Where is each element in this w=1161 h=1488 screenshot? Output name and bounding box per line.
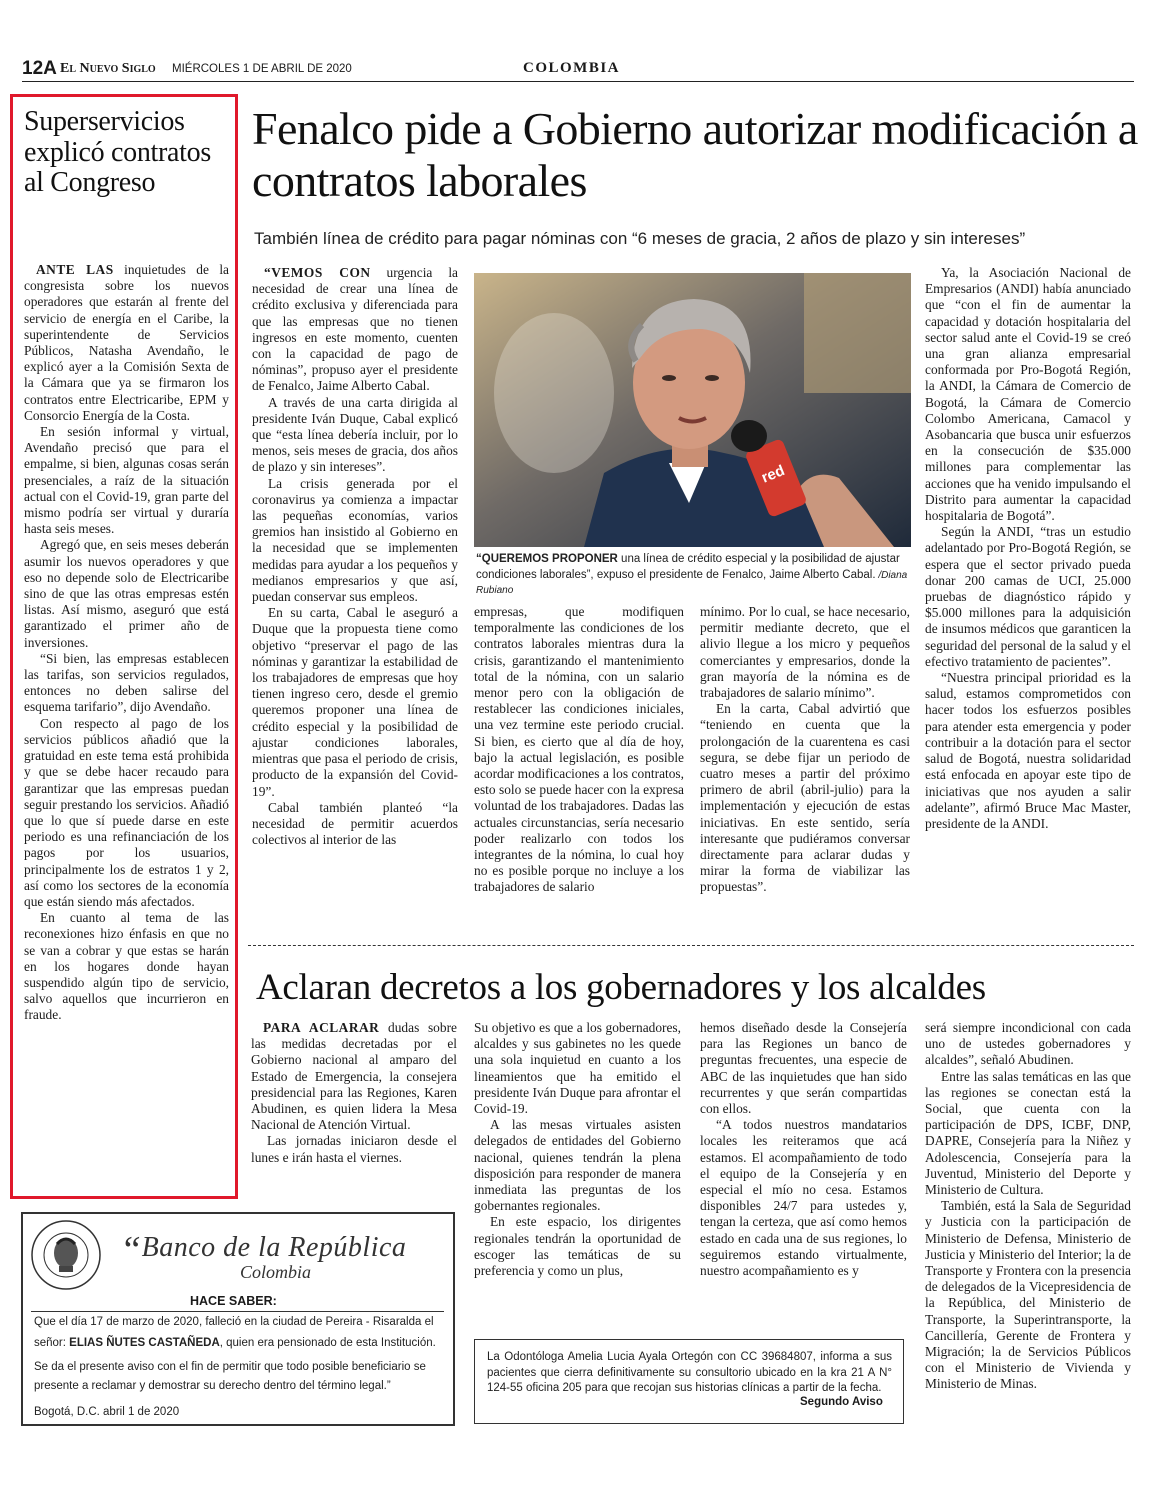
main-headline: Fenalco pide a Gobierno autorizar modificación a contratos laborales (252, 103, 1138, 206)
bank-line-3: Se da el presente aviso con el fin de permitir que todo posible beneficiario se (34, 1361, 426, 1373)
second-paragraph: “A todos nuestros mandatarios locales les reiteramos que acá estamos. El acompañamiento de todo el equipo de la Consejería y en especial el mío no cesa. Estamos disponibles 24/7 para ustedes y, tengan la certeza, que así como hemos estado en cada una de sus regiones, lo seguiremos estando virtualmente, nuestro acompañamiento es y (700, 1117, 907, 1279)
second-paragraph: En este espacio, los dirigentes regionales tendrán la oportunidad de escoger las temáticas de su preferencia y como un plus, (474, 1214, 681, 1279)
bank-line-2-suffix: , quien era pensionado de esta Institución. (219, 1337, 436, 1349)
main-paragraph: “Nuestra principal prioridad es la salud, estamos comprometidos con hacer todos los esfuerzos posibles para atender esta emergencia y poder contribuir a la dotación para el sector salud de Bogotá, nuestra solidaridad está enfocada en apoyar este tipo de iniciativas que nos ayuden a salir adelante”, afirmó Bruce Mac Master, presidente de la ANDI. (925, 670, 1131, 831)
main-column-4 (925, 265, 1131, 832)
second-paragraph: También, está la Sala de Seguridad y Justicia con la participación de Ministerio de Defensa, Ministerio de Justicia y Ministerio del Interior; la de Transporte y Frontera con la presencia de delegados de la Vicepresidencia de la República, del Ministerio de Transporte, la Superintransporte, la Cancillería, Gerente de Frontera y Migración; la de Servicios Públicos con el Ministerio de Vivienda y Ministerio de Minas. (925, 1198, 1131, 1392)
caption-lead: “QUEREMOS PROPONER (476, 553, 618, 565)
bank-signoff: Bogotá, D.C. abril 1 de 2020 (34, 1406, 180, 1418)
second-column-1 (251, 1020, 457, 1166)
sidebar-paragraph: En cuanto al tema de las reconexiones hizo énfasis en que no se van a cobrar y que estas se harán en los hogares donde hayan suspendido algún tipo de servicio, salvo aquellos que incurrieron en fraude. (24, 910, 229, 1023)
second-paragraph: Las jornadas iniciaron desde el lunes e irán hasta el viernes. (251, 1133, 457, 1165)
sidebar-paragraph: “Si bien, las empresas establecen las tarifas, son servicios regulados, entonces no deben salirse del esquema tarifario”, dijo Avendaño. (24, 650, 229, 715)
photo-caption (476, 552, 910, 599)
main-lead: “VEMOS CON (264, 265, 371, 280)
photo-credit: /Diana Rubiano (476, 569, 908, 596)
main-paragraph: A través de una carta dirigida al presidente Iván Duque, Cabal explicó que “esta línea debería incluir, por lo menos, seis meses de gracia, dos años de plazo y sin intereses”. (252, 394, 458, 475)
main-paragraph: En su carta, Cabal le aseguró a Duque que la propuesta tiene como objetivo “preservar el pago de las nóminas y garantizar la estabilidad de los trabajadores de empresas que hoy tienen ingreso cero, desde el gremio queremos proponer una línea de crédito especial y la posibilidad de ajustar condiciones laborales, mientras que pasa el periodo de crisis, producto de la expansión del Covid-19”. (252, 605, 458, 799)
bank-name-text: Banco de la República (141, 1232, 407, 1263)
caption-text: una línea de crédito especial y la posibilidad de ajustar condiciones laborales”, expuso el presidente de Fenalco, Jaime Alberto Cabal. (476, 553, 900, 581)
sidebar-lead: ANTE LAS (36, 262, 114, 277)
article-photo (474, 273, 911, 547)
bank-seal-icon (29, 1218, 103, 1292)
article-divider (248, 945, 1134, 946)
main-subheadline: También línea de crédito para pagar nóminas con “6 meses de gracia, 2 años de plazo y sin intereses” (254, 229, 1026, 248)
dental-notice-tag: Segundo Aviso (800, 1396, 883, 1408)
second-paragraph: hemos diseñado desde la Consejería para las Regiones un banco de preguntas frecuentes, una especie de ABC de las inquietudes que han sido recurrentes y que serán compartidas con ellos. (700, 1020, 907, 1117)
photo-illustration (474, 273, 911, 547)
second-paragraph (251, 1020, 457, 1133)
main-paragraph: Cabal también planteó “la necesidad de permitir acuerdos colectivos al interior de las (252, 799, 458, 848)
bank-line-2-prefix: señor: (34, 1337, 70, 1349)
bank-rule (31, 1311, 444, 1312)
second-paragraph: A las mesas virtuales asisten delegados de entidades del Gobierno nacional, quienes tendrán la plena disposición para responder de manera inmediata las preguntas de los gobernantes regionales. (474, 1117, 681, 1214)
header-rule (22, 81, 1134, 82)
second-paragraph: será siempre incondicional con cada uno de ustedes gobernadores y alcaldes”, señaló Abudinen. (925, 1020, 1131, 1068)
hace-saber: HACE SABER: (190, 1294, 277, 1308)
bank-line-4: presente a reclamar y demostrar su derecho dentro del término legal.” (34, 1380, 391, 1392)
main-column-2 (474, 604, 684, 896)
main-paragraph: La crisis generada por el coronavirus ya comienza a impactar las pequeñas economías, varios gremios han insistido al Gobierno en la necesidad que se implementen medidas para ayudar a los pequeños y medianos empresarios y que así, puedan conservar sus empleos. (252, 475, 458, 605)
main-column-1 (252, 265, 458, 848)
second-paragraph: Su objetivo es que a los gobernadores, alcaldes y sus gabinetes no les quede una sola inquietud en cuanto a los lineamientos que ha emitido el presidente Iván Duque para afrontar el Covid-19. (474, 1020, 681, 1117)
second-headline: Aclaran decretos a los gobernadores y los alcaldes (256, 967, 986, 1008)
sidebar-paragraph: Agregó que, en seis meses deberán asumir los nuevos operadores y que eso no depende solo de Electricaribe sino de que las otras empresas estén listas. Así mismo, aseguró que está garantizado el primer año de inversiones. (24, 537, 229, 650)
bank-line-1: Que el día 17 de marzo de 2020, falleció en la ciudad de Pereira - Risaralda el (34, 1316, 434, 1328)
sidebar-headline: Superservicios explicó contratos al Congreso (24, 106, 211, 198)
main-paragraph (252, 265, 458, 395)
second-text: dudas sobre las medidas decretadas por el Gobierno nacional al amparo del Estado de Emergencia, la consejera presidencial para las Regiones, Karen Abudinen, es quien lidera la Mesa Nacional de Atención Virtual. (251, 1020, 457, 1133)
second-lead: PARA ACLARAR (263, 1020, 380, 1035)
main-column-3 (700, 604, 910, 896)
main-paragraph: Ya, la Asociación Nacional de Empresarios (ANDI) había anunciado que “con el fin de aumentar la capacidad y dotación hospitalaria del sector salud ante el Covid-19 se creó una gran alianza empresarial conformada por Pro-Bogotá Región, la ANDI, la Cámara de Comercio de Bogotá, la Cámara de Comercio Colombo Americana, Camacol y Asobancaria que busca unir esfuerzos en la consecución de $35.000 millones para complementar las acciones que ha venido impulsando el Distrito para aumentar la capacidad hospitalaria de Bogotá”. (925, 265, 1131, 524)
section-name: COLOMBIA (523, 60, 621, 76)
seal-graphic (29, 1218, 103, 1292)
sidebar-paragraph (24, 262, 229, 424)
second-column-3 (700, 1020, 907, 1279)
bank-country: Colombia (240, 1262, 312, 1282)
main-paragraph: Según la ANDI, “tras un estudio adelantado por Pro-Bogotá Región, se espera que el sector privado pueda donar 200 camas de UCI, 25.000 pruebas de diagnóstico rápido y $5.000 millones para la adquisición de insumos médicos que garanticen la seguridad del personal de la salud y el efectivo tratamiento de pacientes”. (925, 524, 1131, 669)
dental-notice-text: La Odontóloga Amelia Lucia Ayala Ortegón con CC 39684807, informa a sus pacientes que cierra definitivamente su consultorio ubicado en la kra 21 A N° 124-55 oficina 205 para que recojan sus historias clínicas a partir de la fecha. (487, 1351, 892, 1394)
main-text: urgencia la necesidad de crear una línea de crédito exclusiva y diferenciada para que las empresas que no tienen ingresos en este momento, cuenten con la capacidad de pago de nóminas”, propuso ayer el presidente de Fenalco, Jaime Alberto Cabal. (252, 265, 458, 394)
sidebar-text: inquietudes de la congresista sobre los nuevos operadores que estarán al frente del servicio de energía en el Caribe, la superintendente de Servicios Públicos, Natasha Avendaño, le explicó ayer a la Comisión Sexta de la Cámara que ya se firmaron los contratos entre Electricaribe, EPM y Consorcio Energía de la Costa. (24, 262, 229, 423)
main-paragraph: mínimo. Por lo cual, se hace necesario, permitir mediante decreto, que el alivio llegue a los micro y pequeños comerciantes y empresarios, donde la gran mayoría de la nómina es de trabajadores de salario mínimo”. (700, 604, 910, 701)
main-paragraph: En la carta, Cabal advirtió que “teniendo en cuenta que la prolongación de la cuarentena es casi segura, se debe fijar un periodo de cuatro meses a partir del próximo primero de abril (abril-julio) para la implementación y ejecución de estas iniciativas. En este sentido, sería interesante que pudiéramos conversar directamente para aclarar dudas y mirar la forma de viabilizar las propuestas”. (700, 701, 910, 895)
mic-flag-label: red (759, 462, 788, 487)
second-paragraph: Entre las salas temáticas en las que las regiones se conectan está la Social, que cuenta con la participación de DPS, ICBF, DNP, DAPRE, Consejería para la Niñez y Adolescencia, Consejería para la Juventud, Ministerio del Deporte y Ministerio de Cultura. (925, 1068, 1131, 1198)
bank-line-2 (34, 1334, 444, 1353)
bank-name: “Banco de la República (120, 1229, 407, 1271)
main-paragraph: empresas, que modifiquen temporalmente las condiciones de los contratos laborales mientras dura la crisis, garantizando el mantenimiento total de la nómina, con un salario menor pero con la obligación de restablecer las condiciones iniciales, una vez termine este periodo crucial. Si bien, es cierto que al día de hoy, bajo la actual legislación, es posible acordar modificaciones a los contratos, esto solo se puede hacer con la expresa voluntad de los trabajadores. Dadas las actuales circunstancias, sería necesario poder realizarlo con todos los integrantes de la nómina, lo cual hoy no es posible porque no incluye a los trabajadores de salario (474, 604, 684, 895)
newspaper-name: El Nuevo Siglo (60, 61, 156, 76)
second-column-4 (925, 1020, 1131, 1393)
sidebar-paragraph: En sesión informal y virtual, Avendaño precisó que para el empalme, si bien, algunas cosas serán presenciales, a raíz de la situación actual con el Covid-19, gran parte del mismo podría ser virtual y duraría hasta seis meses. (24, 424, 229, 537)
page-number: 12A (22, 58, 57, 79)
sidebar-body (24, 262, 229, 1024)
issue-date: MIÉRCOLES 1 DE ABRIL DE 2020 (172, 63, 352, 75)
sidebar-paragraph: Con respecto al pago de los servicios públicos añadió que la gratuidad en este tema está prohibida y que se debe hacer recaudo para garantizar que las empresas puedan seguir prestando los servicios. Añadió que lo que sí puede darse en este periodo es una refinanciación de los pagos por los usuarios, principalmente los de estratos 1 y 2, así como los sectores de la economía que están siendo más afectados. (24, 715, 229, 909)
second-column-2 (474, 1020, 681, 1279)
deceased-name: ELIAS ÑUTES CASTAÑEDA (69, 1337, 220, 1349)
